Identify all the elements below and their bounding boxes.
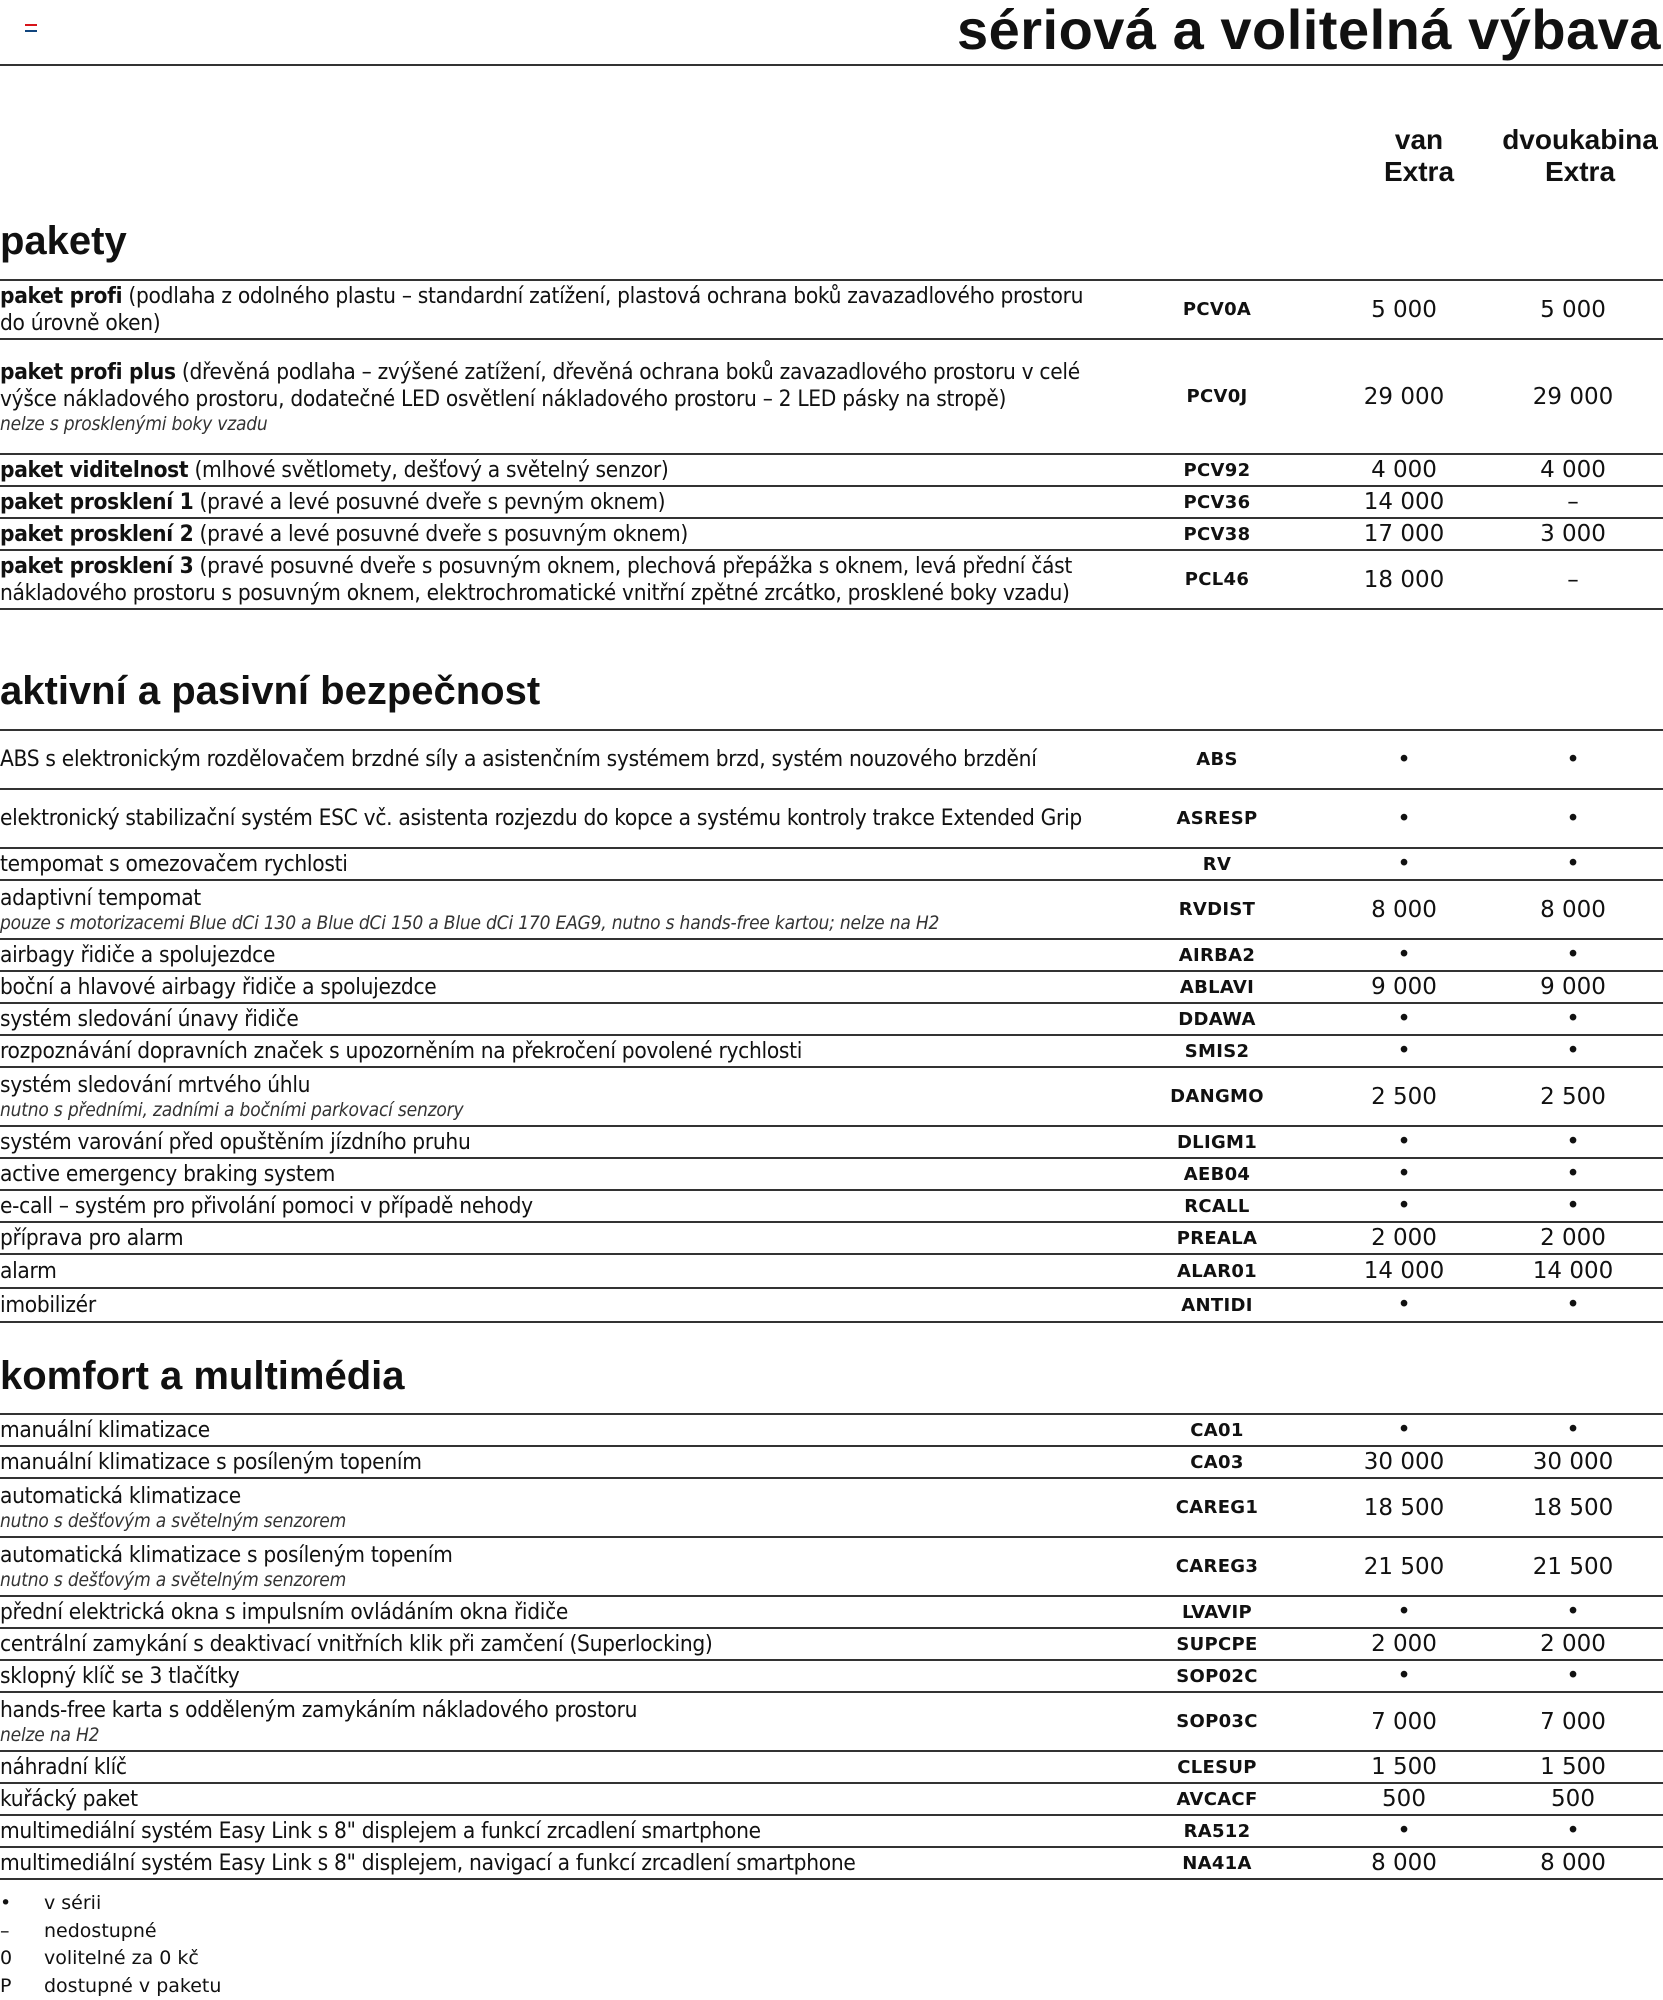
legend-item: [0, 1973, 221, 2000]
table-row: [0, 1191, 1663, 1223]
item-description: [0, 1036, 1110, 1067]
price-dvoukabina: •: [1566, 1038, 1580, 1064]
item-note: nutno s předními, zadními a bočními parkovací senzory: [0, 1099, 464, 1121]
price-van: 7 000: [1371, 1708, 1437, 1735]
item-text: airbagy řidiče a spolujezdce: [0, 941, 276, 968]
option-code: DDAWA: [1178, 1008, 1256, 1030]
item-description: [0, 744, 1110, 775]
table-row: [0, 519, 1663, 551]
legend-symbol: P: [0, 1974, 12, 1997]
item-text: rozpoznávání dopravních značek s upozorněním na překročení povolené rychlosti: [0, 1037, 803, 1064]
table-row: [0, 1816, 1663, 1848]
price-van: •: [1397, 1818, 1411, 1844]
price-dvoukabina: 2 000: [1540, 1631, 1606, 1657]
page-header: [0, 0, 1663, 66]
price-van: •: [1397, 942, 1411, 968]
table-row: [0, 1447, 1663, 1479]
item-text: active emergency braking system: [0, 1160, 336, 1187]
table-row: [0, 1752, 1663, 1784]
item-description: [0, 1752, 1110, 1783]
option-code: RA512: [1183, 1820, 1251, 1842]
item-description: [0, 849, 1110, 880]
item-description: [0, 1540, 1110, 1593]
option-code: DANGMO: [1170, 1086, 1264, 1107]
option-code: PCV92: [1183, 459, 1251, 481]
flag-stripe: [25, 24, 37, 26]
option-code: PCV0A: [1182, 299, 1252, 320]
item-description: [0, 551, 1110, 609]
price-dvoukabina: •: [1566, 805, 1580, 832]
item-text: (pravé a levé posuvné dveře s posuvným oknem): [193, 520, 688, 547]
column-header-van: [1334, 124, 1504, 188]
item-description: [0, 1127, 1110, 1158]
section-title: aktivní a pasivní bezpečnost: [0, 669, 541, 713]
item-text: příprava pro alarm: [0, 1224, 184, 1251]
item-note: pouze s motorizacemi Blue dCi 130 a Blue dCi 150 a Blue dCi 170 EAG9, nutno s hands-free kartou; nelze na H2: [0, 912, 940, 934]
option-code: PCV0J: [1186, 386, 1248, 407]
option-code: CAREG3: [1175, 1556, 1259, 1577]
table-row: [0, 1223, 1663, 1255]
legend-symbol: 0: [0, 1947, 13, 1969]
price-dvoukabina: –: [1567, 566, 1579, 593]
equipment-table: [0, 279, 1663, 610]
price-van: 8 000: [1371, 896, 1437, 923]
table-row: [0, 849, 1663, 881]
price-dvoukabina: •: [1566, 1161, 1580, 1187]
table-row: [0, 487, 1663, 519]
table-row: [0, 1255, 1663, 1289]
price-van: 21 500: [1363, 1553, 1445, 1580]
item-description: [0, 1784, 1110, 1815]
table-row: [0, 1629, 1663, 1661]
column-header-dvoukabina: [1495, 124, 1663, 188]
price-van: 2 000: [1371, 1225, 1437, 1251]
item-description: [0, 803, 1110, 834]
table-row: [0, 1004, 1663, 1036]
table-row: [0, 455, 1663, 487]
option-code: ANTIDI: [1181, 1294, 1253, 1316]
item-name: paket prosklení 3: [0, 552, 194, 579]
price-van: 5 000: [1371, 296, 1437, 323]
item-note: nutno s dešťovým a světelným senzorem: [0, 1510, 347, 1532]
price-dvoukabina: •: [1566, 1006, 1580, 1032]
price-van: •: [1397, 1292, 1411, 1318]
price-van: 8 000: [1371, 1850, 1437, 1876]
table-row: [0, 940, 1663, 972]
item-name: paket profi: [0, 282, 123, 309]
item-description: [0, 1816, 1110, 1847]
price-dvoukabina: 14 000: [1532, 1258, 1614, 1284]
table-row: [0, 790, 1663, 849]
price-dvoukabina: •: [1566, 942, 1580, 968]
item-name: paket prosklení 1: [0, 488, 194, 515]
item-text: ABS s elektronickým rozdělovačem brzdné síly a asistenčním systémem brzd, systém nouzového brzdění: [0, 746, 1037, 772]
table-row: [0, 1159, 1663, 1191]
item-text: multimediální systém Easy Link s 8" displejem a funkcí zrcadlení smartphone: [0, 1817, 761, 1844]
option-code: ASRESP: [1176, 808, 1258, 829]
price-dvoukabina: 5 000: [1540, 296, 1606, 323]
price-dvoukabina: 18 500: [1532, 1494, 1614, 1521]
item-description: [0, 1848, 1110, 1879]
price-van: 4 000: [1371, 457, 1437, 483]
item-text: (podlaha z odolného plastu – standardní zatížení, plastová ochrana boků zavazadlového prostoru do úrovně oken): [0, 282, 1084, 336]
page-title: sériová a volitelná výbava: [956, 0, 1661, 61]
item-text: elektronický stabilizační systém ESC vč. asistenta rozjezdu do kopce a systému kontroly trakce Extended Grip: [0, 805, 1082, 831]
item-description: [0, 1447, 1110, 1478]
option-code: RV: [1202, 853, 1232, 875]
price-dvoukabina: 21 500: [1532, 1553, 1614, 1580]
price-van: 18 000: [1363, 566, 1445, 593]
table-row: [0, 1848, 1663, 1880]
item-text: kuřácký paket: [0, 1785, 138, 1812]
option-code: RVDIST: [1178, 899, 1256, 920]
price-van: •: [1397, 1129, 1411, 1155]
table-row: [0, 551, 1663, 610]
legend-label: nedostupné: [44, 1919, 157, 1942]
price-van: 2 500: [1371, 1083, 1437, 1110]
table-row: [0, 1538, 1663, 1597]
table-row: [0, 1415, 1663, 1447]
option-code: LVAVIP: [1181, 1601, 1253, 1623]
table-row: [0, 1784, 1663, 1816]
price-dvoukabina: 8 000: [1540, 1850, 1606, 1876]
item-description: [0, 1695, 1110, 1748]
item-text: boční a hlavové airbagy řidiče a spolujezdce: [0, 973, 437, 1000]
legend: [0, 1890, 221, 2000]
table-row: [0, 1036, 1663, 1068]
price-van: 1 500: [1371, 1754, 1437, 1780]
price-van: •: [1397, 1006, 1411, 1032]
item-name: paket prosklení 2: [0, 520, 194, 547]
item-text: alarm: [0, 1257, 57, 1284]
section-title: komfort a multimédia: [0, 1354, 405, 1398]
option-code: CLESUP: [1177, 1756, 1257, 1778]
item-description: [0, 455, 1110, 486]
table-row: [0, 1479, 1663, 1538]
item-text: (mlhové světlomety, dešťový a světelný senzor): [188, 456, 669, 483]
price-dvoukabina: 4 000: [1540, 457, 1606, 483]
item-description: [0, 519, 1110, 550]
price-van: •: [1397, 1599, 1411, 1625]
price-dvoukabina: •: [1566, 851, 1580, 877]
item-description: [0, 1290, 1110, 1321]
option-code: AIRBA2: [1178, 944, 1256, 966]
item-note: nelze na H2: [0, 1724, 100, 1746]
item-name: paket viditelnost: [0, 456, 189, 483]
price-dvoukabina: •: [1566, 1193, 1580, 1219]
item-description: [0, 1256, 1110, 1287]
legend-symbol: •: [0, 1892, 12, 1914]
item-note: nutno s dešťovým a světelným senzorem: [0, 1569, 347, 1591]
column-header-line: Extra: [1544, 156, 1616, 187]
table-row: [0, 1661, 1663, 1693]
flag-stripe: [25, 30, 37, 32]
item-description: [0, 1661, 1110, 1692]
price-van: 500: [1382, 1786, 1426, 1812]
price-dvoukabina: •: [1566, 1663, 1580, 1689]
price-dvoukabina: •: [1566, 1417, 1580, 1443]
price-dvoukabina: 9 000: [1540, 974, 1606, 1000]
price-van: •: [1397, 805, 1411, 832]
table-row: [0, 281, 1663, 340]
item-text: automatická klimatizace: [0, 1483, 241, 1509]
item-description: [0, 1159, 1110, 1190]
price-van: 29 000: [1363, 383, 1445, 410]
option-code: AVCACF: [1176, 1788, 1258, 1810]
item-description: [0, 1070, 1110, 1123]
price-dvoukabina: 8 000: [1540, 896, 1606, 923]
option-code: SOP02C: [1176, 1665, 1258, 1687]
item-text: adaptivní tempomat: [0, 885, 201, 911]
price-dvoukabina: 30 000: [1532, 1449, 1614, 1475]
legend-label: dostupné v paketu: [44, 1974, 222, 1997]
equipment-table: [0, 729, 1663, 1323]
price-dvoukabina: 500: [1551, 1786, 1595, 1812]
table-row: [0, 881, 1663, 940]
item-text: (pravé a levé posuvné dveře s pevným oknem): [193, 488, 666, 515]
item-text: systém sledování únavy řidiče: [0, 1005, 299, 1032]
option-code: SUPCPE: [1176, 1633, 1258, 1655]
option-code: ALAR01: [1176, 1260, 1258, 1282]
table-row: [0, 1693, 1663, 1752]
price-dvoukabina: 3 000: [1540, 521, 1606, 547]
table-row: [0, 1068, 1663, 1127]
price-dvoukabina: –: [1567, 489, 1579, 515]
item-description: [0, 281, 1110, 339]
price-van: •: [1397, 746, 1411, 773]
equipment-table: [0, 1413, 1663, 1880]
legend-label: volitelné za 0 kč: [44, 1947, 199, 1969]
price-van: •: [1397, 851, 1411, 877]
price-van: •: [1397, 1193, 1411, 1219]
option-code: DLIGM1: [1176, 1131, 1258, 1153]
item-text: e-call – systém pro přivolání pomoci v případě nehody: [0, 1192, 533, 1219]
price-dvoukabina: •: [1566, 746, 1580, 773]
option-code: PREALA: [1176, 1227, 1258, 1249]
item-description: [0, 1415, 1110, 1446]
item-description: [0, 883, 1110, 936]
option-code: CAREG1: [1175, 1497, 1259, 1518]
item-description: [0, 940, 1110, 971]
price-dvoukabina: •: [1566, 1129, 1580, 1155]
item-text: multimediální systém Easy Link s 8" displejem, navigací a funkcí zrcadlení smartphone: [0, 1849, 856, 1876]
price-dvoukabina: •: [1566, 1599, 1580, 1625]
item-note: nelze s prosklenými boky vzadu: [0, 412, 268, 435]
price-van: 30 000: [1363, 1449, 1445, 1475]
legend-label: v sérii: [44, 1892, 102, 1914]
column-header-line: Extra: [1383, 156, 1455, 187]
price-dvoukabina: 7 000: [1540, 1708, 1606, 1735]
option-code: SMIS2: [1184, 1040, 1250, 1062]
item-description: [0, 1629, 1110, 1660]
item-text: systém varování před opuštěním jízdního pruhu: [0, 1128, 471, 1155]
option-code: SOP03C: [1176, 1711, 1258, 1732]
item-text: přední elektrická okna s impulsním ovládáním okna řidiče: [0, 1598, 569, 1625]
price-van: 17 000: [1363, 521, 1445, 547]
legend-item: [0, 1890, 221, 1918]
item-description: [0, 1191, 1110, 1222]
column-header-line: van: [1394, 124, 1444, 155]
price-dvoukabina: 2 000: [1540, 1225, 1606, 1251]
option-code: RCALL: [1184, 1195, 1250, 1217]
price-van: •: [1397, 1161, 1411, 1187]
item-name: paket profi plus: [0, 358, 176, 385]
item-text: centrální zamykání s deaktivací vnitřních klik při zamčení (Superlocking): [0, 1630, 713, 1657]
price-van: 14 000: [1363, 489, 1445, 515]
item-text: manuální klimatizace: [0, 1416, 210, 1443]
option-code: NA41A: [1182, 1852, 1252, 1874]
item-text: tempomat s omezovačem rychlosti: [0, 850, 348, 877]
item-description: [0, 487, 1110, 518]
price-van: 14 000: [1363, 1258, 1445, 1284]
price-dvoukabina: 2 500: [1540, 1083, 1606, 1110]
table-row: [0, 340, 1663, 455]
price-van: 2 000: [1371, 1631, 1437, 1657]
item-description: [0, 357, 1110, 437]
section-title: pakety: [0, 219, 127, 263]
item-text: (pravé posuvné dveře s posuvným oknem, plechová přepážka s oknem, levá přední část nákladového prostoru s posuvným oknem, elektrochromatické vnitřní zpětné zrcátko, prosklené boky vzadu): [0, 552, 1073, 606]
price-van: 9 000: [1371, 974, 1437, 1000]
item-description: [0, 1004, 1110, 1035]
item-text: náhradní klíč: [0, 1753, 127, 1780]
option-code: PCV38: [1183, 523, 1251, 545]
flag-stripe: [25, 27, 37, 29]
option-code: PCV36: [1183, 491, 1251, 513]
option-code: CA03: [1190, 1451, 1244, 1473]
item-text: hands-free karta s odděleným zamykáním nákladového prostoru: [0, 1697, 638, 1723]
item-text: manuální klimatizace s posíleným topením: [0, 1448, 422, 1475]
option-code: PCL46: [1184, 569, 1250, 590]
column-header-line: dvoukabina: [1502, 124, 1658, 155]
option-code: CA01: [1190, 1419, 1244, 1441]
item-text: systém sledování mrtvého úhlu: [0, 1072, 311, 1098]
legend-item: [0, 1945, 221, 1973]
legend-item: [0, 1918, 221, 1946]
item-description: [0, 1481, 1110, 1534]
price-dvoukabina: •: [1566, 1818, 1580, 1844]
item-description: [0, 1597, 1110, 1628]
price-van: •: [1397, 1663, 1411, 1689]
legend-symbol: –: [0, 1919, 10, 1942]
option-code: ABLAVI: [1179, 976, 1255, 998]
item-text: automatická klimatizace s posíleným topením: [0, 1542, 453, 1568]
table-row: [0, 972, 1663, 1004]
price-van: •: [1397, 1038, 1411, 1064]
item-text: (dřevěná podlaha – zvýšené zatížení, dřevěná ochrana boků zavazadlového prostoru v celé výšce nákladového prostoru, dodatečné LED osvětlení nákladového prostoru – 2 LED pásky na stropě): [0, 358, 1080, 412]
option-code: AEB04: [1183, 1163, 1251, 1185]
flag-icon: [25, 24, 37, 34]
option-code: ABS: [1196, 749, 1238, 770]
price-van: 18 500: [1363, 1494, 1445, 1521]
item-description: [0, 1223, 1110, 1254]
price-dvoukabina: 1 500: [1540, 1754, 1606, 1780]
table-row: [0, 1127, 1663, 1159]
price-dvoukabina: 29 000: [1532, 383, 1614, 410]
price-van: •: [1397, 1417, 1411, 1443]
price-dvoukabina: •: [1566, 1292, 1580, 1318]
item-text: imobilizér: [0, 1291, 96, 1318]
table-row: [0, 1289, 1663, 1323]
table-row: [0, 1597, 1663, 1629]
item-description: [0, 972, 1110, 1003]
table-row: [0, 731, 1663, 790]
item-text: sklopný klíč se 3 tlačítky: [0, 1662, 240, 1689]
